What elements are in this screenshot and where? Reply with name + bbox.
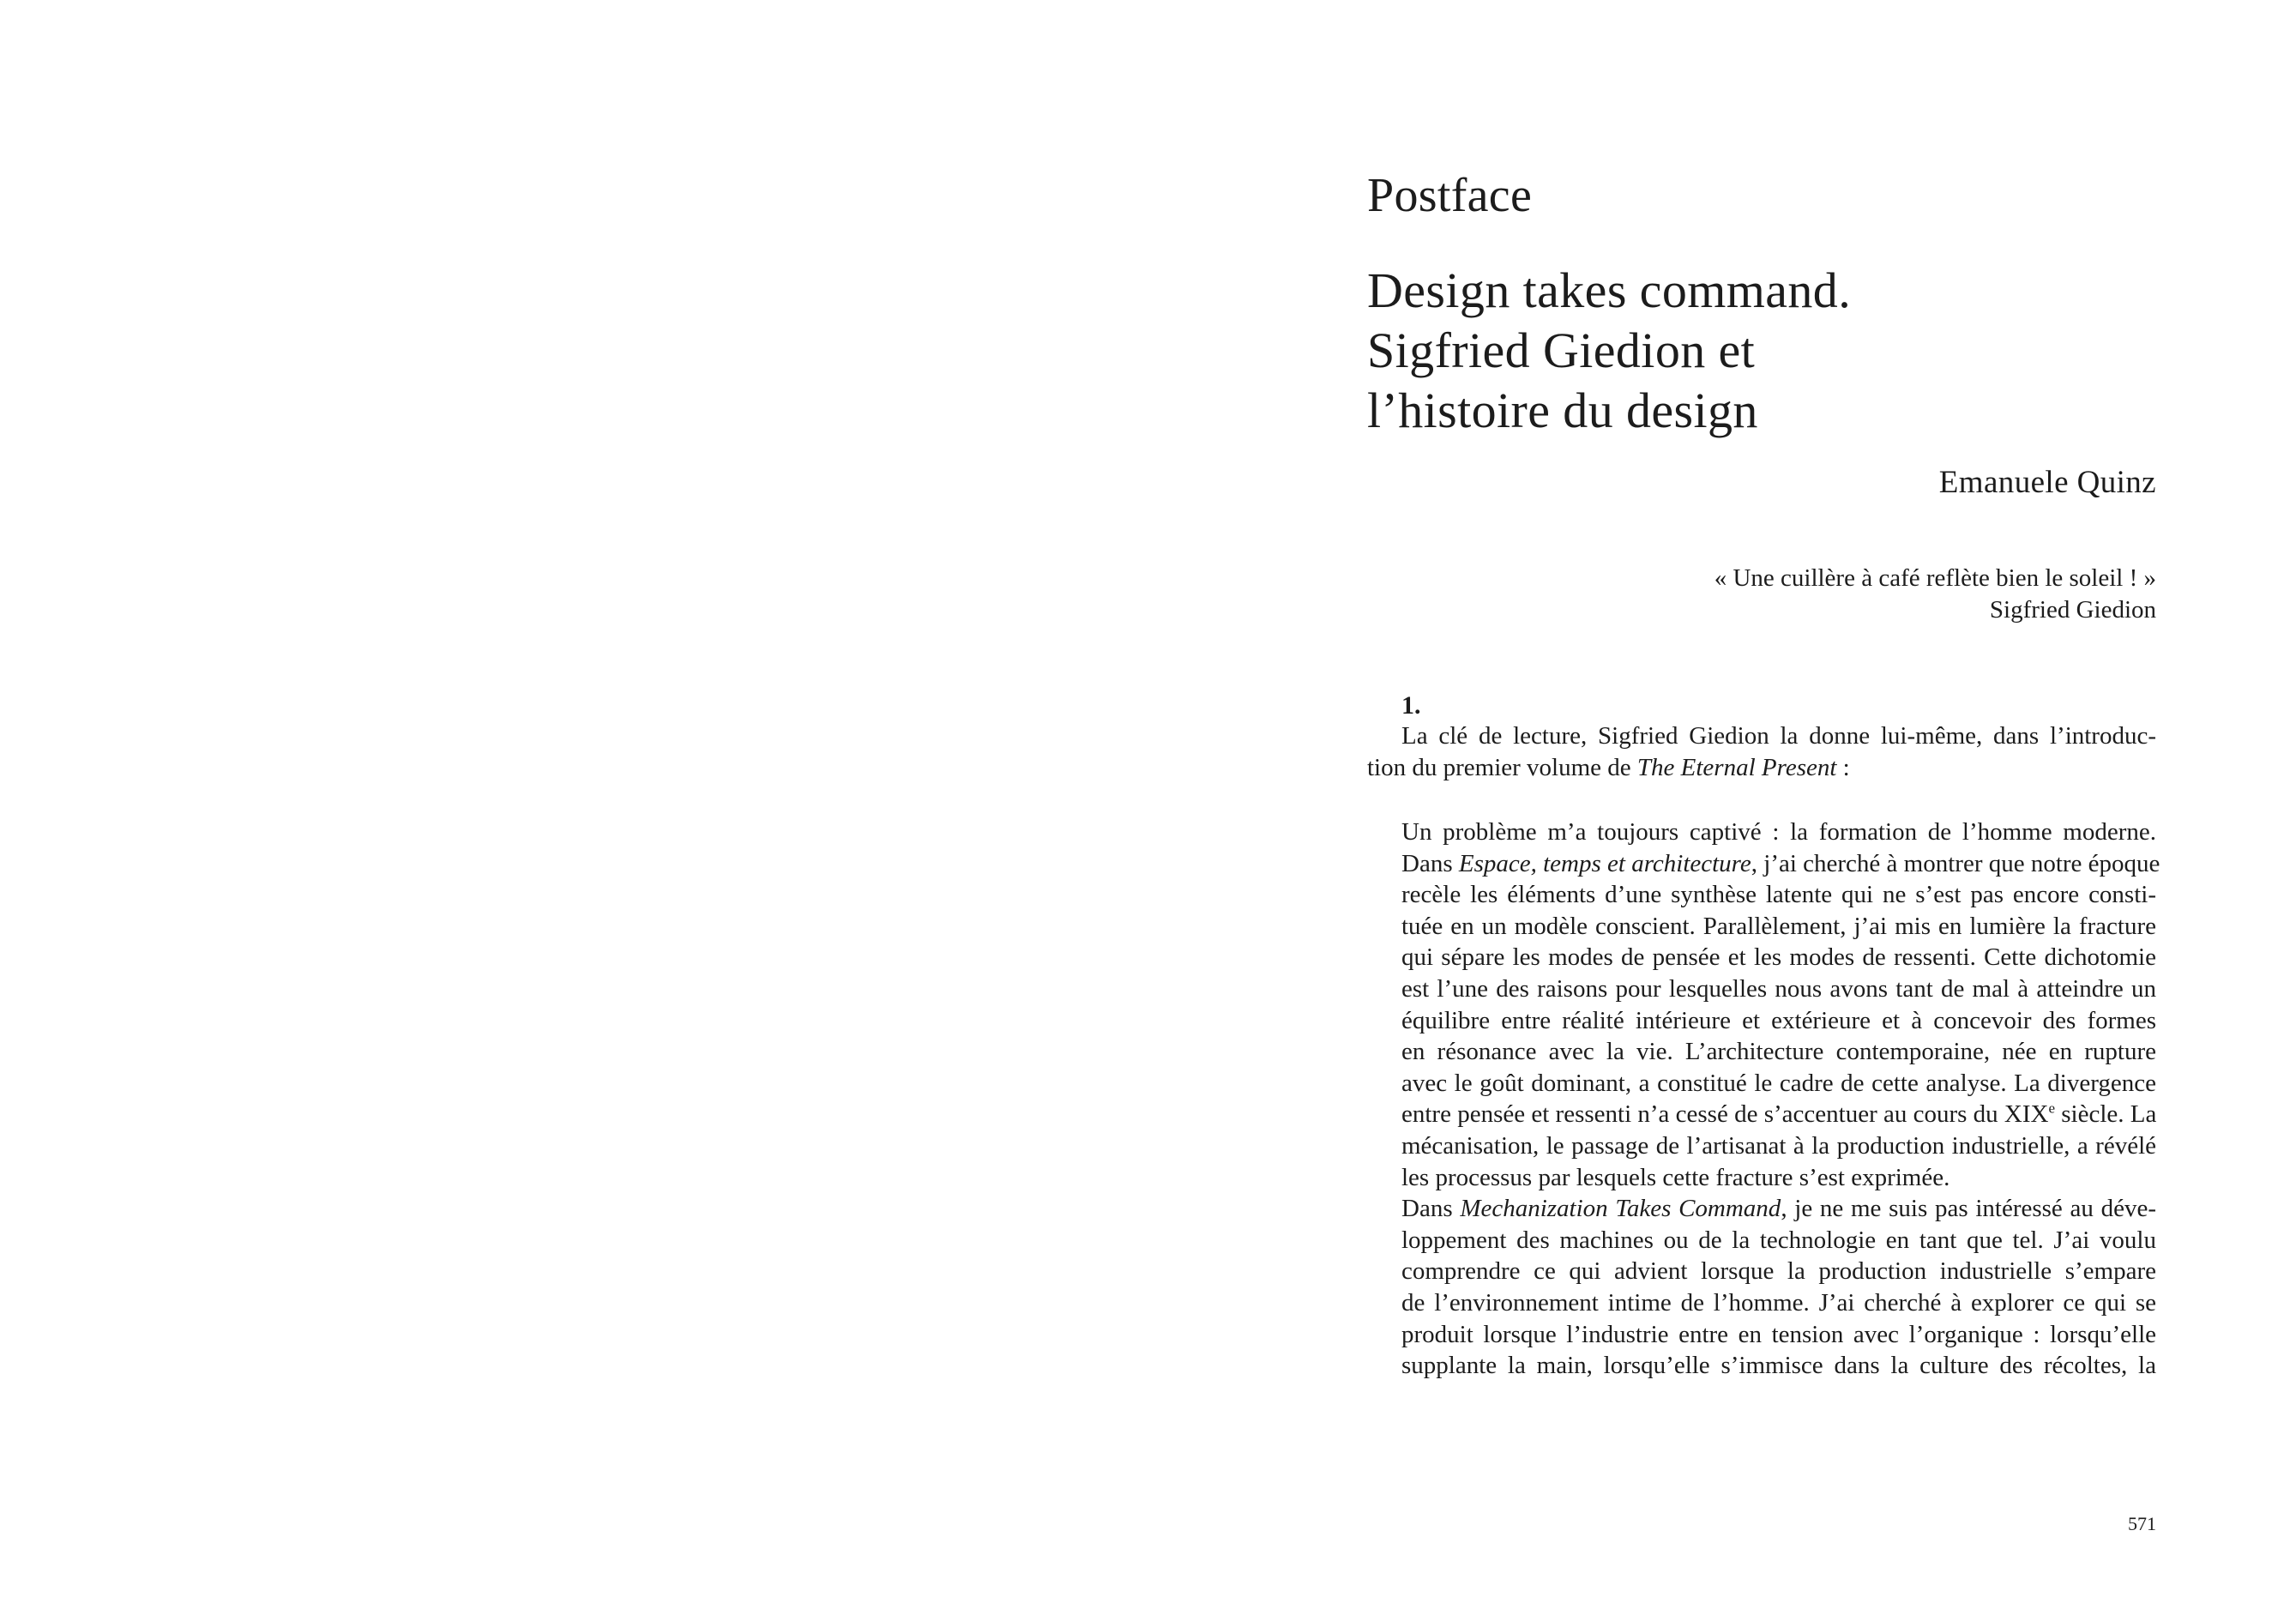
quote-text: Dans	[1401, 1195, 1461, 1223]
quote-text: , j’ai cherché à montrer que notre époque	[1751, 849, 2160, 877]
quote-text: , je ne me suis pas intéressé au déve-	[1781, 1195, 2156, 1223]
quote-line: comprendre ce qui advient lorsque la production industrielle s’empare	[1401, 1257, 2156, 1286]
quote-line: est l’une des raisons pour lesquelles nous avons tant de mal à atteindre un	[1401, 974, 2156, 1003]
intro-line	[1367, 752, 2156, 784]
intro-line: La clé de lecture, Sigfried Giedion la donne lui-même, dans l’introduc-	[1401, 722, 2156, 750]
quote-line: loppement des machines ou de la technologie en tant que tel. J’ai voulu	[1401, 1226, 2156, 1254]
quote-line: de l’environnement intime de l’homme. J’ai cherché à explorer ce qui se	[1401, 1288, 2156, 1317]
superscript: e	[2048, 1100, 2055, 1117]
quote-line	[1401, 848, 2160, 880]
book-title-eternal-present: The Eternal Present	[1636, 753, 1837, 781]
section-kicker: Postface	[1367, 169, 1533, 222]
quote-line: recèle les éléments d’une synthèse latente qui ne s’est pas encore consti-	[1401, 881, 2156, 909]
quote-line: produit lorsque l’industrie entre en tension avec l’organique : lorsqu’elle	[1401, 1320, 2156, 1348]
title-line-1: Design takes command.	[1367, 262, 1852, 318]
intro-text: tion du premier volume de	[1367, 753, 1637, 781]
right-page	[1148, 0, 2296, 1621]
quote-line: équilibre entre réalité intérieure et extérieure et à concevoir des formes	[1401, 1006, 2156, 1034]
quote-line: qui sépare les modes de pensée et les modes de ressenti. Cette dichotomie	[1401, 943, 2156, 972]
epigraph-attribution: Sigfried Giedion	[1989, 596, 2156, 624]
section-number: 1.	[1401, 691, 1421, 720]
quote-line: en résonance avec la vie. L’architecture contemporaine, née en rupture	[1401, 1038, 2156, 1066]
epigraph	[1714, 563, 2156, 626]
block-quote	[1401, 817, 2160, 1382]
author-name: Emanuele Quinz	[1938, 465, 2156, 500]
quote-line: tuée en un modèle conscient. Parallèlement, j’ai mis en lumière la fracture	[1401, 912, 2156, 940]
book-title-espace-temps: Espace, temps et architecture	[1458, 849, 1751, 877]
quote-line	[1401, 1099, 2156, 1130]
quote-line	[1401, 1193, 2156, 1225]
page-number: 571	[2128, 1513, 2156, 1534]
epigraph-quote: « Une cuillère à café reflète bien le soleil ! »	[1714, 564, 2156, 592]
quote-line: supplante la main, lorsqu’elle s’immisce dans la culture des récoltes, la	[1401, 1352, 2156, 1380]
quote-line: mécanisation, le passage de l’artisanat à la production industrielle, a révélé	[1401, 1131, 2156, 1160]
quote-text: Dans	[1401, 849, 1459, 877]
quote-text: entre pensée et ressenti n’a cessé de s’accentuer au cours du XIX	[1401, 1100, 2049, 1129]
title-line-3: l’histoire du design	[1367, 383, 1758, 438]
intro-paragraph	[1367, 720, 2156, 783]
quote-line: avec le goût dominant, a constitué le cadre de cette analyse. La divergence	[1401, 1069, 2156, 1097]
book-title-mechanization: Mechanization Takes Command	[1460, 1195, 1781, 1223]
quote-line: Un problème m’a toujours captivé : la formation de l’homme moderne.	[1401, 818, 2156, 846]
title-line-2: Sigfried Giedion et	[1367, 322, 1756, 378]
quote-line: les processus par lesquels cette fracture s’est exprimée.	[1401, 1163, 1950, 1191]
intro-text: :	[1836, 753, 1850, 781]
quote-text: siècle. La	[2055, 1100, 2157, 1129]
chapter-title	[1367, 261, 1851, 441]
